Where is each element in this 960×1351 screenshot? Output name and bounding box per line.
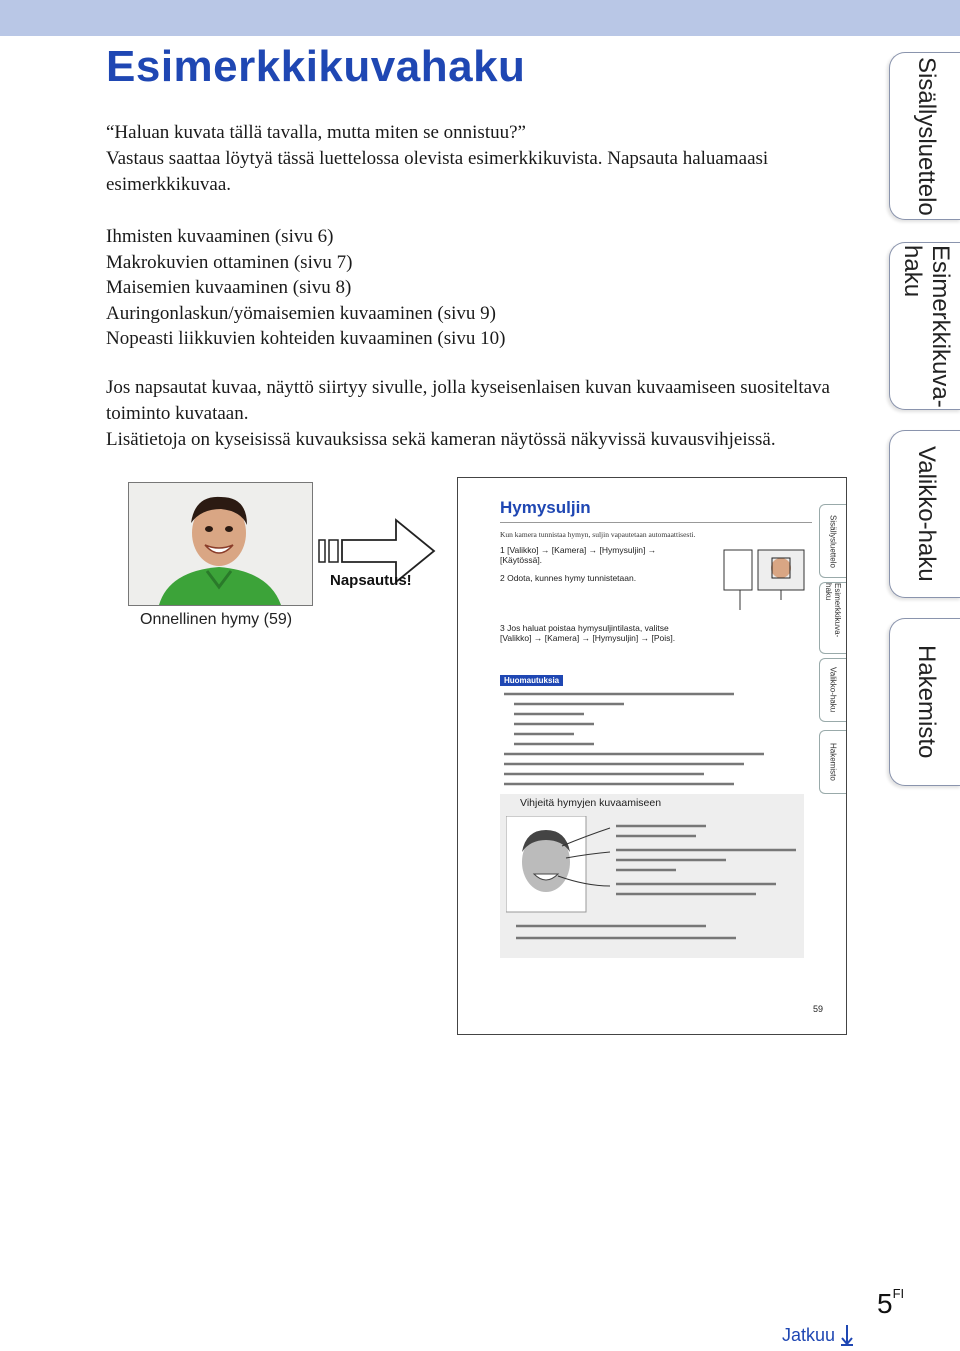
tab-contents[interactable] bbox=[889, 52, 960, 220]
preview-tab-menu-search bbox=[819, 658, 846, 722]
preview-tab-sample-search bbox=[819, 582, 846, 654]
preview-intro: Kun kamera tunnistaa hymyn, suljin vapautetaan automaattisesti. bbox=[500, 530, 696, 539]
preview-tab-sample-search-label: Esimerkkikuva-haku bbox=[824, 583, 842, 638]
preview-notes-heading: Huomautuksia bbox=[500, 675, 563, 686]
link-people[interactable]: Ihmisten kuvaaminen (sivu 6) bbox=[106, 226, 334, 247]
tab-sample-search[interactable] bbox=[889, 242, 960, 410]
link-landscape[interactable]: Maisemien kuvaaminen (sivu 8) bbox=[106, 277, 352, 298]
preview-step-2: 2 Odota, kunnes hymy tunnistetaan. bbox=[500, 573, 637, 583]
preview-tab-contents bbox=[819, 504, 846, 578]
tab-menu-search[interactable] bbox=[889, 430, 960, 598]
preview-tab-contents-label: Sisällysluettelo bbox=[828, 514, 838, 568]
note-more-info: Lisätietoja on kyseisissä kuvauksissa sekä kameran näytössä näkyvissä kuvausvihjeissä. bbox=[106, 429, 776, 450]
page-title: Esimerkkikuvahaku bbox=[106, 42, 526, 91]
preview-tips-title: Vihjeitä hymyjen kuvaamiseen bbox=[520, 797, 662, 809]
page-number-value: 5 bbox=[877, 1288, 893, 1319]
example-link-list bbox=[106, 224, 505, 352]
preview-tab-index bbox=[819, 730, 846, 794]
continue-link[interactable] bbox=[782, 1324, 854, 1346]
preview-step-3: 3 Jos haluat poistaa hymysuljintilasta, valitse [Valikko] → [Kamera] → [Hymysuljin] → [Pois]. bbox=[500, 623, 676, 643]
tab-index[interactable] bbox=[889, 618, 960, 786]
example-photo-smiling-child[interactable] bbox=[128, 482, 313, 606]
preview-tips-illustration bbox=[506, 816, 802, 956]
click-label: Napsautus! bbox=[330, 572, 412, 589]
target-page-preview[interactable] bbox=[457, 477, 847, 1035]
tab-menu-search-label: Valikko-haku bbox=[913, 446, 940, 582]
tab-index-label: Hakemisto bbox=[913, 645, 940, 759]
child-photo-illustration bbox=[129, 483, 312, 605]
page-number-suffix: FI bbox=[892, 1286, 905, 1301]
note-navigation: Jos napsautat kuvaa, näyttö siirtyy sivulle, jolla kyseisenlaisen kuvan kuvaamiseen suositeltava toiminto kuvataan. bbox=[106, 377, 830, 424]
continue-label: Jatkuu bbox=[782, 1325, 836, 1345]
camera-screen-illustration bbox=[720, 548, 810, 618]
preview-notes-text-lines bbox=[504, 690, 774, 786]
link-fast-moving[interactable]: Nopeasti liikkuvien kohteiden kuvaaminen (sivu 10) bbox=[106, 328, 506, 349]
intro-question: “Haluan kuvata tällä tavalla, mutta miten se onnistuu?” bbox=[106, 122, 526, 143]
preview-tab-index-label: Hakemisto bbox=[828, 743, 838, 781]
tab-contents-label: Sisällysluettelo bbox=[913, 56, 940, 216]
top-bar bbox=[0, 0, 960, 36]
preview-title: Hymysuljin bbox=[500, 498, 591, 517]
link-macro[interactable]: Makrokuvien ottaminen (sivu 7) bbox=[106, 251, 353, 273]
tab-sample-search-label: Esimerkkikuva- haku bbox=[899, 244, 954, 408]
preview-title-rule bbox=[500, 522, 812, 523]
preview-tips-box bbox=[500, 794, 804, 958]
preview-step-1: 1 [Valikko] → [Kamera] → [Hymysuljin] → [Käytössä]. bbox=[500, 545, 657, 565]
notes-text bbox=[106, 375, 876, 453]
preview-tab-menu-search-label: Valikko-haku bbox=[828, 667, 838, 713]
intro-text bbox=[106, 120, 866, 198]
intro-description: Vastaus saattaa löytyä tässä luettelossa olevista esimerkkikuvista. Napsauta haluamaasi esimerkkikuvaa. bbox=[106, 148, 769, 195]
preview-page-number: 59 bbox=[813, 1004, 824, 1014]
page-number bbox=[877, 1288, 904, 1320]
arrow-down-icon bbox=[840, 1324, 854, 1346]
example-caption: Onnellinen hymy (59) bbox=[140, 611, 293, 628]
link-sunset-night[interactable]: Auringonlaskun/yömaisemien kuvaaminen (sivu 9) bbox=[106, 302, 496, 324]
